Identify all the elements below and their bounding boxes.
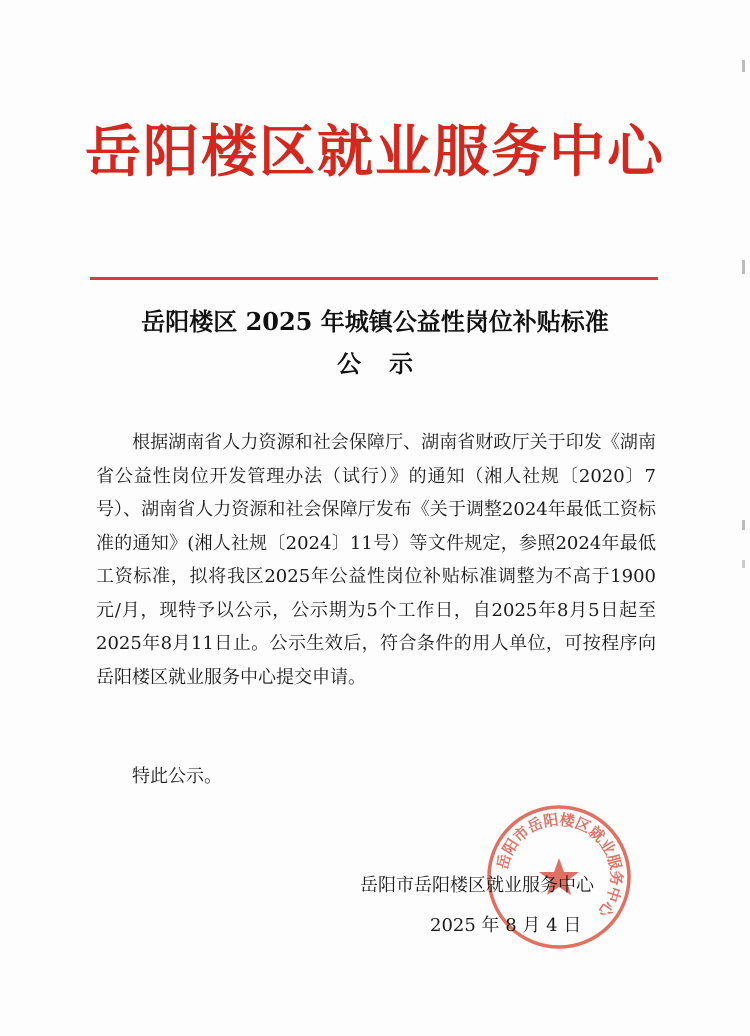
letterhead-org-name: 岳阳楼区就业服务中心 — [85, 120, 665, 185]
seal-text: 岳阳市岳阳楼区就业服务中心 — [493, 810, 626, 921]
notice-body — [96, 426, 656, 694]
signature-block — [360, 866, 650, 946]
notice-closing: 特此公示。 — [132, 766, 222, 787]
signature-organization: 岳阳市岳阳楼区就业服务中心 — [360, 875, 594, 896]
letterhead-red-rule — [90, 277, 658, 280]
notice-title: 岳阳楼区 2025 年城镇公益性岗位补贴标准 — [141, 307, 609, 336]
notice-subtitle: 公示 — [337, 349, 441, 378]
body-paragraph: 根据湖南省人力资源和社会保障厅、湖南省财政厅关于印发《湖南省公益性岗位开发管理办法（试行）》的通知（湘人社规〔2020〕7号）、湖南省人力资源和社会保障厅发布《关于调整2024年最低工资标准的通知》(湘人社规〔2024〕11号）等文件规定，参照2024年最低工资标准，拟将我区2025年公益性岗位补贴标准调整为不高于1900元/月，现特予以公示，公示期为5个工作日，自2025年8月5日起至2025年8月11日止。公示生效后，符合条件的用人单位，可按程序向岳阳楼区就业服务中心提交申请。 — [96, 432, 656, 688]
signature-date: 2025 年 8 月 4 日 — [430, 915, 582, 936]
scan-edge-marks — [736, 0, 750, 1036]
